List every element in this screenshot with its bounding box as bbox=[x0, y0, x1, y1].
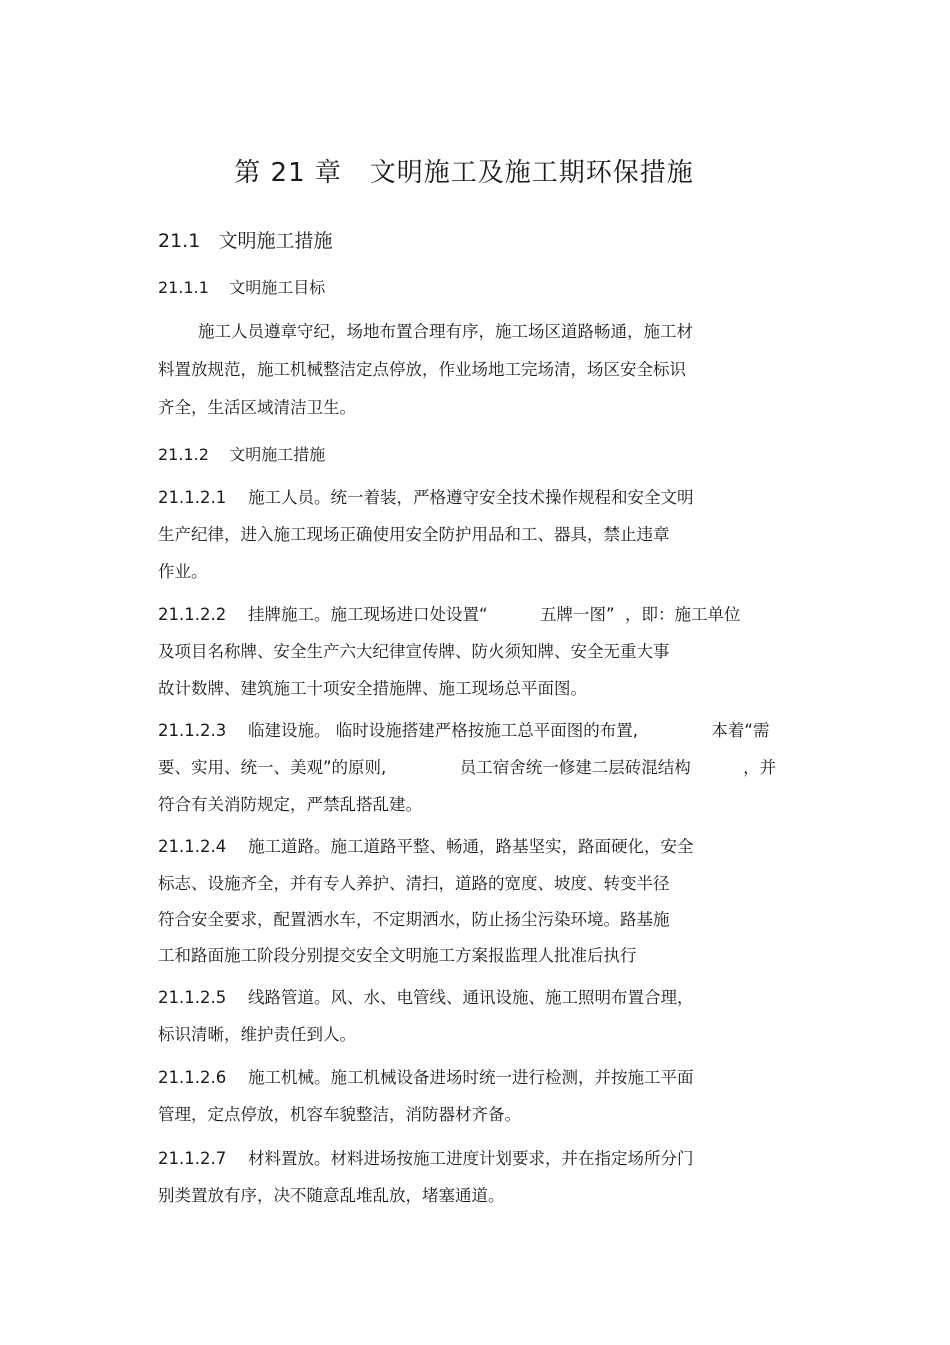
section-heading bbox=[158, 227, 332, 255]
item-line: 故计数牌、建筑施工十项安全措施牌、施工现场总平面图。 bbox=[158, 679, 587, 698]
item-text: 施工人员。统一着装，严格遵守安全技术操作规程和安全文明 bbox=[248, 488, 694, 507]
item-line: 生产纪律，进入施工现场正确使用安全防护用品和工、器具，禁止违章 bbox=[158, 525, 670, 544]
item-line: 管理，定点停放，机容车貌整洁，消防器材齐备。 bbox=[158, 1105, 521, 1124]
item-number: 21.1.2.2 bbox=[158, 605, 227, 624]
item-number: 21.1.2.6 bbox=[158, 1068, 227, 1087]
item-text: 施工机械。施工机械设备进场时统一进行检测，并按施工平面 bbox=[248, 1068, 694, 1087]
item-line: 及项目名称牌、安全生产六大纪律宣传牌、防火须知牌、安全无重大事 bbox=[158, 642, 670, 661]
item-line: 别类置放有序，决不随意乱堆乱放，堵塞通道。 bbox=[158, 1186, 505, 1205]
item-first-line bbox=[158, 1066, 694, 1090]
item-line: 标志、设施齐全，并有专人养护、清扫，道路的宽度、坡度、转变半径 bbox=[158, 874, 670, 893]
item-line: 作业。 bbox=[158, 562, 208, 581]
subsection-title: 文明施工目标 bbox=[229, 278, 326, 297]
item-first-line bbox=[158, 835, 694, 859]
item-line: 工和路面施工阶段分别提交安全文明施工方案报监理人批准后执行 bbox=[158, 946, 637, 965]
item-line: 要、实用、统一、美观”的原则, 员工宿舍统一修建二层砖混结构 ，并 bbox=[158, 758, 777, 777]
subsection-heading bbox=[158, 443, 325, 467]
item-text: 施工道路。施工道路平整、畅通，路基坚实，路面硬化，安全 bbox=[248, 837, 694, 856]
paragraph-line: 齐全，生活区域清洁卫生。 bbox=[158, 398, 356, 417]
paragraph-line: 施工人员遵章守纪，场地布置合理有序，施工场区道路畅通，施工材 bbox=[198, 322, 693, 341]
subsection-number: 21.1.2 bbox=[158, 445, 209, 464]
section-number: 21.1 bbox=[158, 230, 201, 252]
subsection-number: 21.1.1 bbox=[158, 278, 209, 297]
item-number: 21.1.2.1 bbox=[158, 488, 227, 507]
item-line: 符合安全要求，配置洒水车，不定期洒水，防止扬尘污染环境。路基施 bbox=[158, 910, 670, 929]
section-title: 文明施工措施 bbox=[218, 230, 333, 252]
item-text: 材料置放。材料进场按施工进度计划要求，并在指定场所分门 bbox=[248, 1149, 694, 1168]
item-text: 临建设施。 临时设施搭建严格按施工总平面图的布置, 本着“需 bbox=[248, 721, 770, 740]
item-number: 21.1.2.3 bbox=[158, 721, 227, 740]
item-number: 21.1.2.7 bbox=[158, 1149, 227, 1168]
item-line: 符合有关消防规定，严禁乱搭乱建。 bbox=[158, 795, 422, 814]
item-first-line bbox=[158, 603, 741, 627]
item-number: 21.1.2.4 bbox=[158, 837, 227, 856]
subsection-title: 文明施工措施 bbox=[229, 445, 326, 464]
item-text: 挂牌施工。施工现场进口处设置“ 五牌一图” ，即：施工单位 bbox=[248, 605, 741, 624]
item-first-line bbox=[158, 986, 694, 1010]
chapter-title: 第 21 章 文明施工及施工期环保措施 bbox=[234, 158, 694, 188]
item-number: 21.1.2.5 bbox=[158, 988, 227, 1007]
item-text: 线路管道。风、水、电管线、通讯设施、施工照明布置合理， bbox=[248, 988, 694, 1007]
item-first-line bbox=[158, 486, 694, 510]
item-first-line bbox=[158, 719, 769, 743]
subsection-heading bbox=[158, 276, 325, 300]
item-first-line bbox=[158, 1147, 694, 1171]
paragraph-line: 料置放规范，施工机械整洁定点停放，作业场地工完场清，场区安全标识 bbox=[158, 360, 686, 379]
item-line: 标识清晰，维护责任到人。 bbox=[158, 1025, 356, 1044]
